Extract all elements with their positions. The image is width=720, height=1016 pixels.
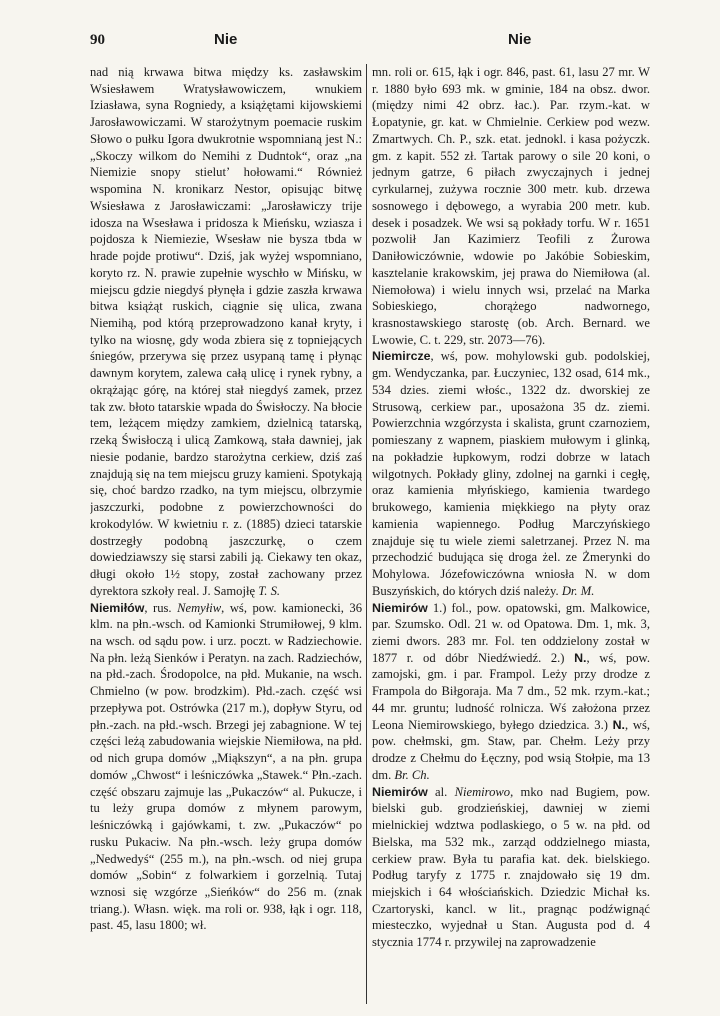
entry-text: al. [427, 784, 455, 799]
alt-name: Niemirowo [454, 784, 511, 799]
left-column [90, 64, 362, 1002]
entry-text: , rus. [144, 600, 178, 615]
entry-text: , mko nad Bugiem, pow. bielski gub. grodzieńskiej, dawniej w ziemi mielnickiej wdztwa podlaskiego, o 5 w. na płd. od Bielska, ma 532 mk., zarząd oddzielnego miasta, cerkiew praw. Była tu parafia kat. dek. bielskiego. Podług taryfy z 1775 r. znajdowało się 19 dm. miejskich i 64 włościańskich. Dziedzic Michał ks. Czartoryski, kancl. w lit., pragnąc podźwignąć miesteczko, wyjednał u Stan. Augusta pod d. 4 stycznia 1774 r. przywilej na zaprowadzenie [372, 784, 650, 950]
entry-text: , wś, pow. chełmski, gm. Staw, par. Chełm. Leży przy drodze z Chełmu do Łęczny, pod wsią Stołpie, ma 13 dm. [372, 717, 650, 782]
alt-name: Nemyłiw [177, 600, 222, 615]
author-signature: Dr. M. [561, 583, 595, 598]
entry-niemilow [90, 600, 362, 935]
entry-text: , wś, pow. mohylowski gub. podolskiej, gm. Wendyczanka, par. Łuczyniec, 132 osad, 614 mk., 534 dzies. ziemi włośc., 1322 dz. dworskiej ze Strusową, cerkiew par., uposażona 35 dz. ziemi. Powierzchnia wzgórzysta i skalista, grunt czarnoziem, pomieszany z wapnem, piaskiem mułowym i glinką, na pokładzie łupkowym, rodzi dobrze w latach wilgotnych. Pokłady gliny, zdolnej na garnki i cegłę, oraz kamienia młyńskiego, kamienia twardego brukowego, kamienia miękkiego na płyty oraz kamienia wapiennego. Podług Marczyńskiego znajduje się tu wiele ziemi saletrzanej. Przez N. ma przechodzić budująca się droga żel. ze Żmerynki do Mohylowa. Józefowiczówna wniosła N. w dom Buszyńskich, do których dziś należy. [372, 349, 650, 598]
entry-headword: Niemircze [372, 349, 431, 364]
running-headword-left: Nie [214, 31, 238, 48]
entry-text: 1.) fol., pow. opatowski, gm. Malkowice, par. Szumsko. Odl. 21 w. od Opatowa. Dm. 1, mk. 3, ziemi dwors. 283 mr. Fol. ten oddzielony został w 1877 r. od dóbr Niedźwiedź. 2.) [372, 600, 650, 665]
column-divider [366, 64, 367, 1004]
entry-text: mn. roli or. 615, łąk i ogr. 846, past. 61, lasu 27 mr. W r. 1880 było 693 mk. w gminie, 184 na obsz. dwor. (między nimi 42 obrz. łac.). Par. rzym.-kat. w Łopatynie, gr. kat. w Chmielnie. Cerkiew pod wezw. Zmartwych. Ch. P., szk. etat. jednokl. i kasa pożyczk. gm. z kapit. 552 zł. Tartak parowy o sile 20 koni, o jednym gatrze, 6 piłach zwyczajnych i jednej cyrkularnej, zużywa rocznie 300 metr. kub. drzewa sosnowego i dębowego, a wyrabia 200 metr. kub. desek i posadzek. We wsi są pokłady torfu. W r. 1651 pozwolił Jan Kazimierz Teofili z Żurowa Daniłowiczównie, wdowie po Jakóbie Sobieskim, kasztelanie krakowskim, jej prawa do Niemiłowa (al. Niemołowa) i wielu innych wsi, przelać na Marka Sobieskiego, chorążego nadwornego, krasnostawskiego starostę (ob. Arch. Bernard. we Lwowie, C. t. 229, str. 2073—76). [372, 65, 650, 347]
entry-niemirow-1 [372, 600, 650, 784]
sub-headword: N. [612, 717, 626, 732]
author-signature: T. S. [258, 583, 281, 598]
entry-headword: Niemirów [372, 600, 428, 615]
sub-headword: N. [574, 650, 587, 665]
entry-headword: Niemirów [372, 784, 428, 799]
entry-headword: Niemiłów [90, 600, 145, 615]
page-number: 90 [90, 32, 105, 48]
entry-niemirow-2 [372, 784, 650, 951]
right-column [372, 64, 650, 1002]
entry-text: , wś, pow. kamionecki, 36 klm. na płn.-wsch. od Kamionki Strumiłowej, 9 klm. na wsch. od sądu pow. i urz. poczt. w Radziechowie. Na płn. leżą Sienków i Peratyn. na zach. Radziechów, na płd.-zach. Środopolce, na płd. Mukanie, na wsch. Chmielno (w pow. brodzkim). Płd.-zach. część wsi przepływa pot. Ostrówka (217 m.), dopływ Styru, od płn.-zach. na płd.-wsch. Brzegi jej zabagnione. W tej części leżą zabudowania wiejskie Niemiłowa, na płd. od nich grupa domów „Miąkszyn“, a na płn. grupa domów „Chwost“ i leśniczówka „Stawek.“ Płn.-zach. część obszaru zajmuje las „Pukaczów“ al. Pukucze, i tu leży grupa domów z młynem parowym, leśniczówką i gajówkami, t. zw. „Pukaczów“ po rusku Pukaciw. Na płn.-wsch. leży grupa domów „Nedwedyś“ (255 m.), na płn.-wsch. od niej grupa domów „Sobin“ z folwarkiem i gorzelnią. Tutaj wznosi się wzgórze „Sieńków“ do 256 m. (znak triang.). Własn. więk. ma roli or. 938, łąk i ogr. 118, past. 45, lasu 1800; wł. [90, 600, 362, 933]
entry-continuation [90, 64, 362, 600]
author-signature: Br. Ch. [394, 767, 430, 782]
entry-text: , wś, pow. zamojski, gm. i par. Frampol. Leży przy drodze z Frampola do Biłgoraja. Ma 7 dm., 52 mk. rzym.-kat.; 44 mr. gruntu; ludność rolnicza. Wś założona przez Leona Niemirowskiego, byłego dziedzica. 3.) [372, 650, 650, 732]
entry-text: nad nią krwawa bitwa między ks. zasławskim Wsiesławem Wratysławowiczem, wnukiem Iziasława, syna Rogniedy, a książętami kijowskiemi Jarosławowiczami. W starożytnym poemacie ruskim Słowo o pułku Igora dwukrotnie wspomnianą jest N.: „Skoczy wilkom do Nemihi z Dudntok“, oraz „na Niemizie snopy stielut’ hołowami.“ Również wspomina N. kronikarz Nestor, opisując bitwę Wsiesława z Jarosławiczami: „Jarosławiczy trije idosza na Wsesława i pridosza k Mieńsku, wziasza i pojdosza k Niemiezie, Wsesław nie bysza tbda w hrade pojde protiwu“. Dziś, jak wyżej wspomniano, koryto rz. N. prawie zupełnie wyschło w Mińsku, w miejscu gdzie niegdyś płynęła i gdzie zaszła krwawa bitwa książąt ruskich, ciągnie się ulica, zwana Niemihą, pod którą przeprowadzono kanał kryty, i tylko na wiosnę, gdy woda zbiera się z topniejących śniegów, przerywa się przez usypaną tamę i płynąc dawnym korytem, zalewa całą ulicę i rynek rybny, a okrążając górę, na której stał niegdyś zamek, przez tak zw. błoto tatarskie wpada do Świsłoczy. Na błocie tem, leżącem między zamkiem, dzielnicą tatarską, rzeką Świsłoczą i ulicą Zamkową, stała dawniej, jak niesie podanie, bardzo starożytna cerkiew, dziś zaś znajdują się na tem miejscu gruzy kamieni. Spotykają się, choć bardzo rzadko, na tym miejscu, olbrzymie jaszczurki, podobne z powierzchowności do krokodylów. W kwietniu r. z. (1885) dzieci tatarskie dostrzegły podobną jaszczurkę, o czem dowiedziawszy się starsi zabili ją. Ciekawy ten okaz, długi około 1½ stopy, został zachowany przez dyrektora szkoły real. J. Samojłę [90, 65, 362, 598]
page-header [0, 28, 720, 56]
entry-continuation [372, 64, 650, 348]
entry-niemircze [372, 348, 650, 599]
running-headword-right: Nie [508, 31, 532, 48]
